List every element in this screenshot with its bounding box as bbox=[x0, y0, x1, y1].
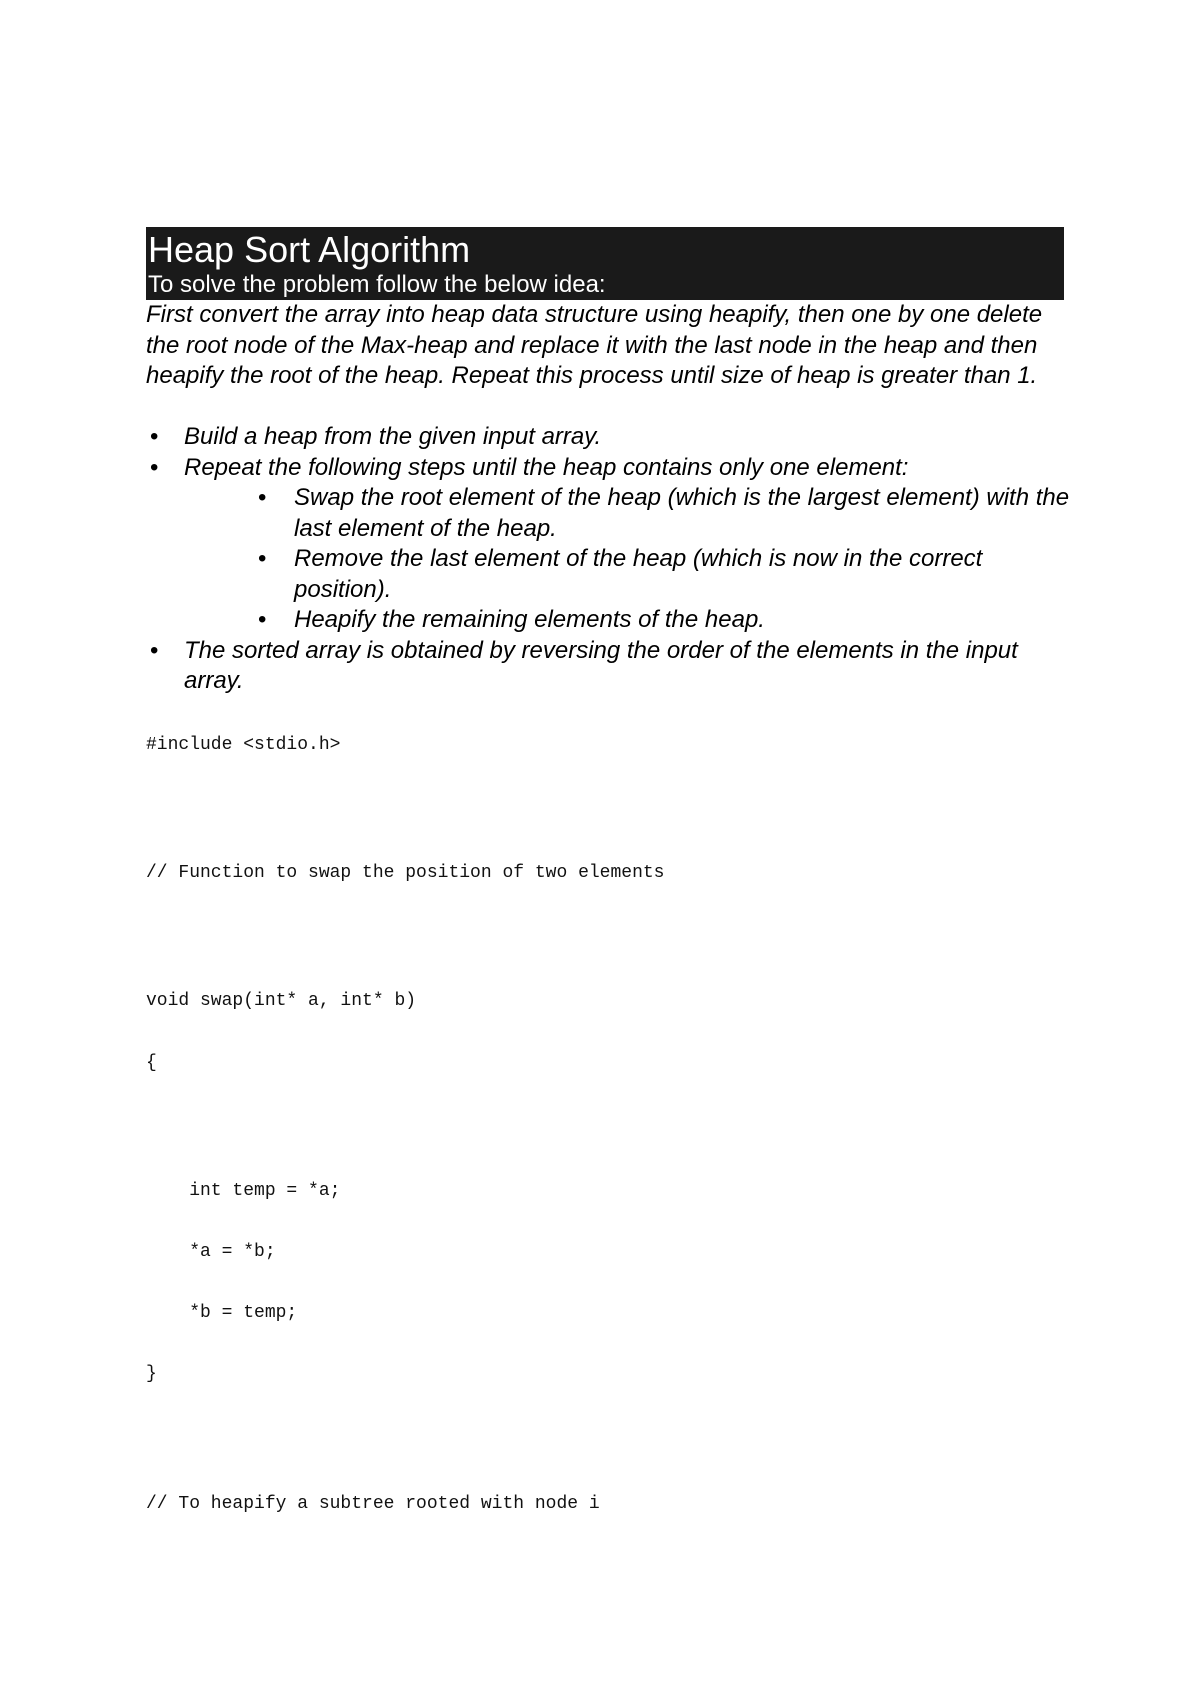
step-item: • The sorted array is obtained by reversing the order of the elements in the input array. bbox=[146, 636, 1076, 697]
code-line: *b = temp; bbox=[146, 1303, 298, 1323]
substep-item: • Remove the last element of the heap (which is now in the correct position). bbox=[146, 544, 1076, 605]
page-title: Heap Sort Algorithm bbox=[148, 229, 471, 270]
intro-paragraph: First convert the array into heap data structure using heapify, then one by one delete the root node of the Max-heap and replace it with the last node in the heap and then heapify the root of the heap. Repeat this process until size of heap is greater than 1. bbox=[146, 301, 1043, 389]
substep-item: • Heapify the remaining elements of the heap. bbox=[146, 605, 1076, 636]
code-line: void swap(int* a, int* b) bbox=[146, 991, 417, 1011]
code-comment: // To heapify a subtree rooted with node i bbox=[146, 1494, 600, 1514]
code-line: { bbox=[146, 1053, 157, 1073]
step-item: • Repeat the following steps until the heap contains only one element: bbox=[146, 453, 1076, 484]
step-item: • Build a heap from the given input array. bbox=[146, 422, 1076, 453]
title-band bbox=[146, 227, 1064, 300]
steps-list bbox=[146, 422, 1076, 697]
code-line: int temp = *a; bbox=[146, 1181, 341, 1201]
substep-item: • Swap the root element of the heap (which is the largest element) with the last element of the heap. bbox=[146, 483, 1076, 544]
code-line: *a = *b; bbox=[146, 1242, 276, 1262]
code-comment: // Function to swap the position of two elements bbox=[146, 863, 665, 883]
code-line: } bbox=[146, 1364, 157, 1384]
code-line: #include <stdio.h> bbox=[146, 735, 341, 755]
page-subtitle: To solve the problem follow the below idea: bbox=[148, 271, 606, 298]
